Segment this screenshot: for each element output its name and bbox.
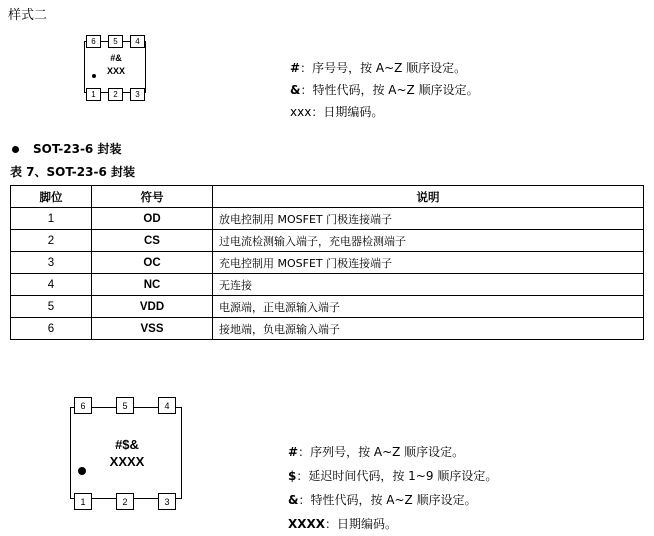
cell-symbol: OC bbox=[92, 252, 213, 274]
table-row bbox=[11, 252, 644, 274]
marking-line-2: XXX bbox=[106, 66, 125, 76]
cell-description: 无连接 bbox=[213, 274, 644, 296]
pin-description-table bbox=[10, 185, 644, 340]
cell-pin: 3 bbox=[11, 252, 92, 274]
note-line bbox=[290, 57, 479, 79]
cell-description: 充电控制用 MOSFET 门极连接端子 bbox=[213, 252, 644, 274]
package-diagram-top bbox=[80, 33, 152, 101]
pin-pad-4: 4 bbox=[158, 397, 176, 414]
marking-line-1: #$& bbox=[115, 437, 139, 452]
cell-symbol: CS bbox=[92, 230, 213, 252]
note-text: ：特性代码，按 A~Z 顺序设定。 bbox=[298, 493, 477, 507]
note-lead: xxx bbox=[290, 105, 312, 119]
package-body bbox=[70, 407, 182, 499]
cell-pin: 1 bbox=[11, 208, 92, 230]
marking-line-2: XXXX bbox=[109, 454, 145, 469]
table-row bbox=[11, 296, 644, 318]
note-text: ：延迟时间代码，按 1~9 顺序设定。 bbox=[296, 469, 498, 483]
note-lead: # bbox=[288, 445, 299, 459]
pin-pad-4: 4 bbox=[130, 35, 145, 48]
cell-pin: 5 bbox=[11, 296, 92, 318]
pin-pad-6: 6 bbox=[74, 397, 92, 414]
cell-symbol: NC bbox=[92, 274, 213, 296]
marking-notes-bottom bbox=[288, 440, 497, 536]
note-text: ：序号号，按 A~Z 顺序设定。 bbox=[300, 61, 467, 75]
pin-pad-2: 2 bbox=[116, 493, 134, 510]
note-lead: # bbox=[290, 61, 301, 75]
cell-description: 过电流检测输入端子，充电器检测端子 bbox=[213, 230, 644, 252]
cell-description: 电源端，正电源输入端子 bbox=[213, 296, 644, 318]
polarity-dot-icon bbox=[78, 467, 86, 475]
note-text: ：日期编码。 bbox=[311, 105, 384, 119]
note-text: ：特性代码，按 A~Z 顺序设定。 bbox=[300, 83, 479, 97]
note-line bbox=[290, 101, 479, 123]
column-header-symbol: 符号 bbox=[92, 186, 213, 208]
table-header-row bbox=[11, 186, 644, 208]
pin-pad-5: 5 bbox=[108, 35, 123, 48]
column-header-description: 说明 bbox=[213, 186, 644, 208]
polarity-dot-icon bbox=[92, 74, 96, 78]
marking-line-1: #& bbox=[110, 53, 122, 63]
table-row bbox=[11, 274, 644, 296]
note-lead: $ bbox=[288, 469, 297, 483]
pin-pad-1: 1 bbox=[74, 493, 92, 510]
pin-pad-2: 2 bbox=[108, 88, 123, 101]
note-line bbox=[288, 488, 497, 512]
cell-symbol: VSS bbox=[92, 318, 213, 340]
marking-notes-top bbox=[290, 57, 479, 123]
pin-pad-3: 3 bbox=[158, 493, 176, 510]
column-header-pin: 脚位 bbox=[11, 186, 92, 208]
package-diagram-bottom bbox=[62, 395, 192, 525]
pin-pad-3: 3 bbox=[130, 88, 145, 101]
section-heading bbox=[12, 140, 121, 157]
note-text: ：日期编码。 bbox=[325, 517, 398, 531]
bullet-icon bbox=[12, 146, 19, 153]
cell-symbol: OD bbox=[92, 208, 213, 230]
cell-pin: 4 bbox=[11, 274, 92, 296]
note-line bbox=[288, 440, 497, 464]
section-heading-label: SOT-23-6 封装 bbox=[33, 142, 122, 156]
pin-pad-5: 5 bbox=[116, 397, 134, 414]
note-lead: & bbox=[290, 83, 301, 97]
table-caption: 表 7、SOT-23-6 封装 bbox=[10, 165, 135, 179]
pin-pad-6: 6 bbox=[86, 35, 101, 48]
cell-description: 放电控制用 MOSFET 门极连接端子 bbox=[213, 208, 644, 230]
pin-pad-1: 1 bbox=[86, 88, 101, 101]
table-row bbox=[11, 318, 644, 340]
cell-pin: 2 bbox=[11, 230, 92, 252]
cell-symbol: VDD bbox=[92, 296, 213, 318]
table-row bbox=[11, 208, 644, 230]
note-line bbox=[288, 512, 497, 536]
cell-pin: 6 bbox=[11, 318, 92, 340]
table-row bbox=[11, 230, 644, 252]
note-lead: & bbox=[288, 493, 299, 507]
note-line bbox=[288, 464, 497, 488]
style-label: 样式二 bbox=[8, 8, 48, 23]
note-text: ：序列号，按 A~Z 顺序设定。 bbox=[298, 445, 465, 459]
cell-description: 接地端，负电源输入端子 bbox=[213, 318, 644, 340]
note-lead: XXXX bbox=[288, 517, 326, 531]
note-line bbox=[290, 79, 479, 101]
